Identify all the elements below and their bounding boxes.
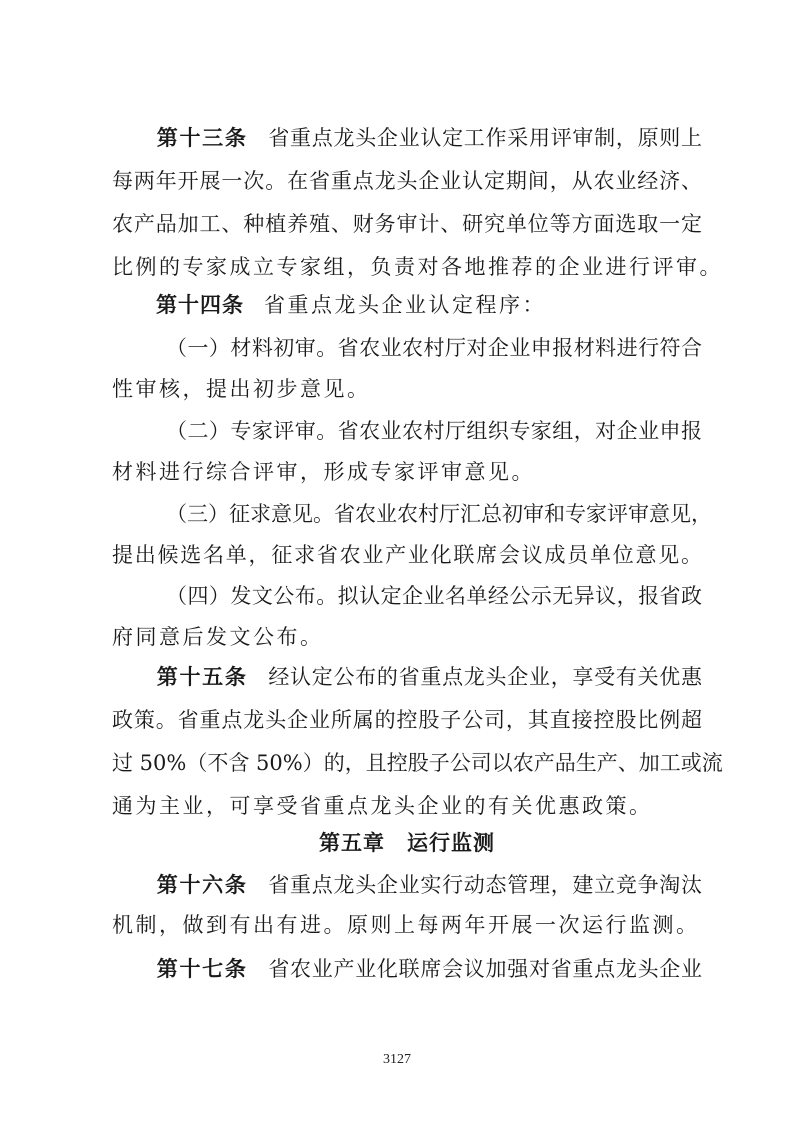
article-16-heading: 第十六条: [156, 873, 248, 897]
article-15-line-3: 过 50%（不含 50%）的，且控股子公司以农产品生产、加工或流: [112, 751, 723, 775]
step-1-line-2: 性审核，提出初步意见。: [112, 377, 371, 401]
article-13-line-1: [112, 121, 702, 155]
article-13-text: 省重点龙头企业认定工作采用评审制，原则上: [267, 126, 703, 150]
article-14-line-1: [112, 288, 702, 322]
step-3-line-2: 提出候选名单，征求省农业产业化联席会议成员单位意见。: [112, 543, 702, 567]
chapter-heading: [112, 826, 702, 860]
step-4-line-2: 府同意后发文公布。: [112, 625, 324, 649]
article-15-line-2: 政策。省重点龙头企业所属的控股子公司，其直接控股比例超: [112, 708, 702, 732]
step-2-line-1: （二）专家评审。省农业农村厅组织专家组，对企业申报: [166, 419, 702, 443]
step-4-line-1: （四）发文公布。拟认定企业名单经公示无异议，报省政: [166, 584, 702, 608]
article-15-heading: 第十五条: [156, 665, 248, 689]
step-1-line-1: （一）材料初审。省农业农村厅对企业申报材料进行符合: [166, 336, 702, 360]
article-14-text: 省重点龙头企业认定程序：: [264, 293, 546, 317]
chapter-title: 运行监测: [407, 831, 495, 855]
chapter-number: 第五章: [319, 831, 385, 855]
article-15-line-4: 通为主业，可享受省重点龙头企业的有关优惠政策。: [112, 794, 653, 818]
article-17-text: 省农业产业化联席会议加强对省重点龙头企业: [267, 957, 703, 981]
article-17-line-1: [112, 952, 702, 986]
article-13-line-4: 比例的专家成立专家组，负责对各地推荐的企业进行评审。: [112, 255, 723, 279]
article-16-line-1: [112, 868, 702, 902]
article-13-heading: 第十三条: [156, 126, 248, 150]
step-3-line-1: （三）征求意见。省农业农村厅汇总初审和专家评审意见，: [166, 502, 712, 526]
article-17-heading: 第十七条: [156, 957, 248, 981]
article-15-line-1: [112, 660, 702, 694]
article-16-text: 省重点龙头企业实行动态管理，建立竞争淘汰: [267, 873, 703, 897]
article-13-line-3: 农产品加工、种植养殖、财务审计、研究单位等方面选取一定: [112, 212, 702, 236]
page-number: 3127: [383, 1052, 411, 1067]
article-16-line-2: 机制，做到有出有进。原则上每两年开展一次运行监测。: [112, 913, 700, 937]
step-2-line-2: 材料进行综合评审，形成专家评审意见。: [112, 460, 535, 484]
article-15-text: 经认定公布的省重点龙头企业，享受有关优惠: [267, 665, 703, 689]
article-13-line-2: 每两年开展一次。在省重点龙头企业认定期间，从农业经济、: [112, 169, 702, 193]
article-14-heading: 第十四条: [156, 293, 244, 317]
